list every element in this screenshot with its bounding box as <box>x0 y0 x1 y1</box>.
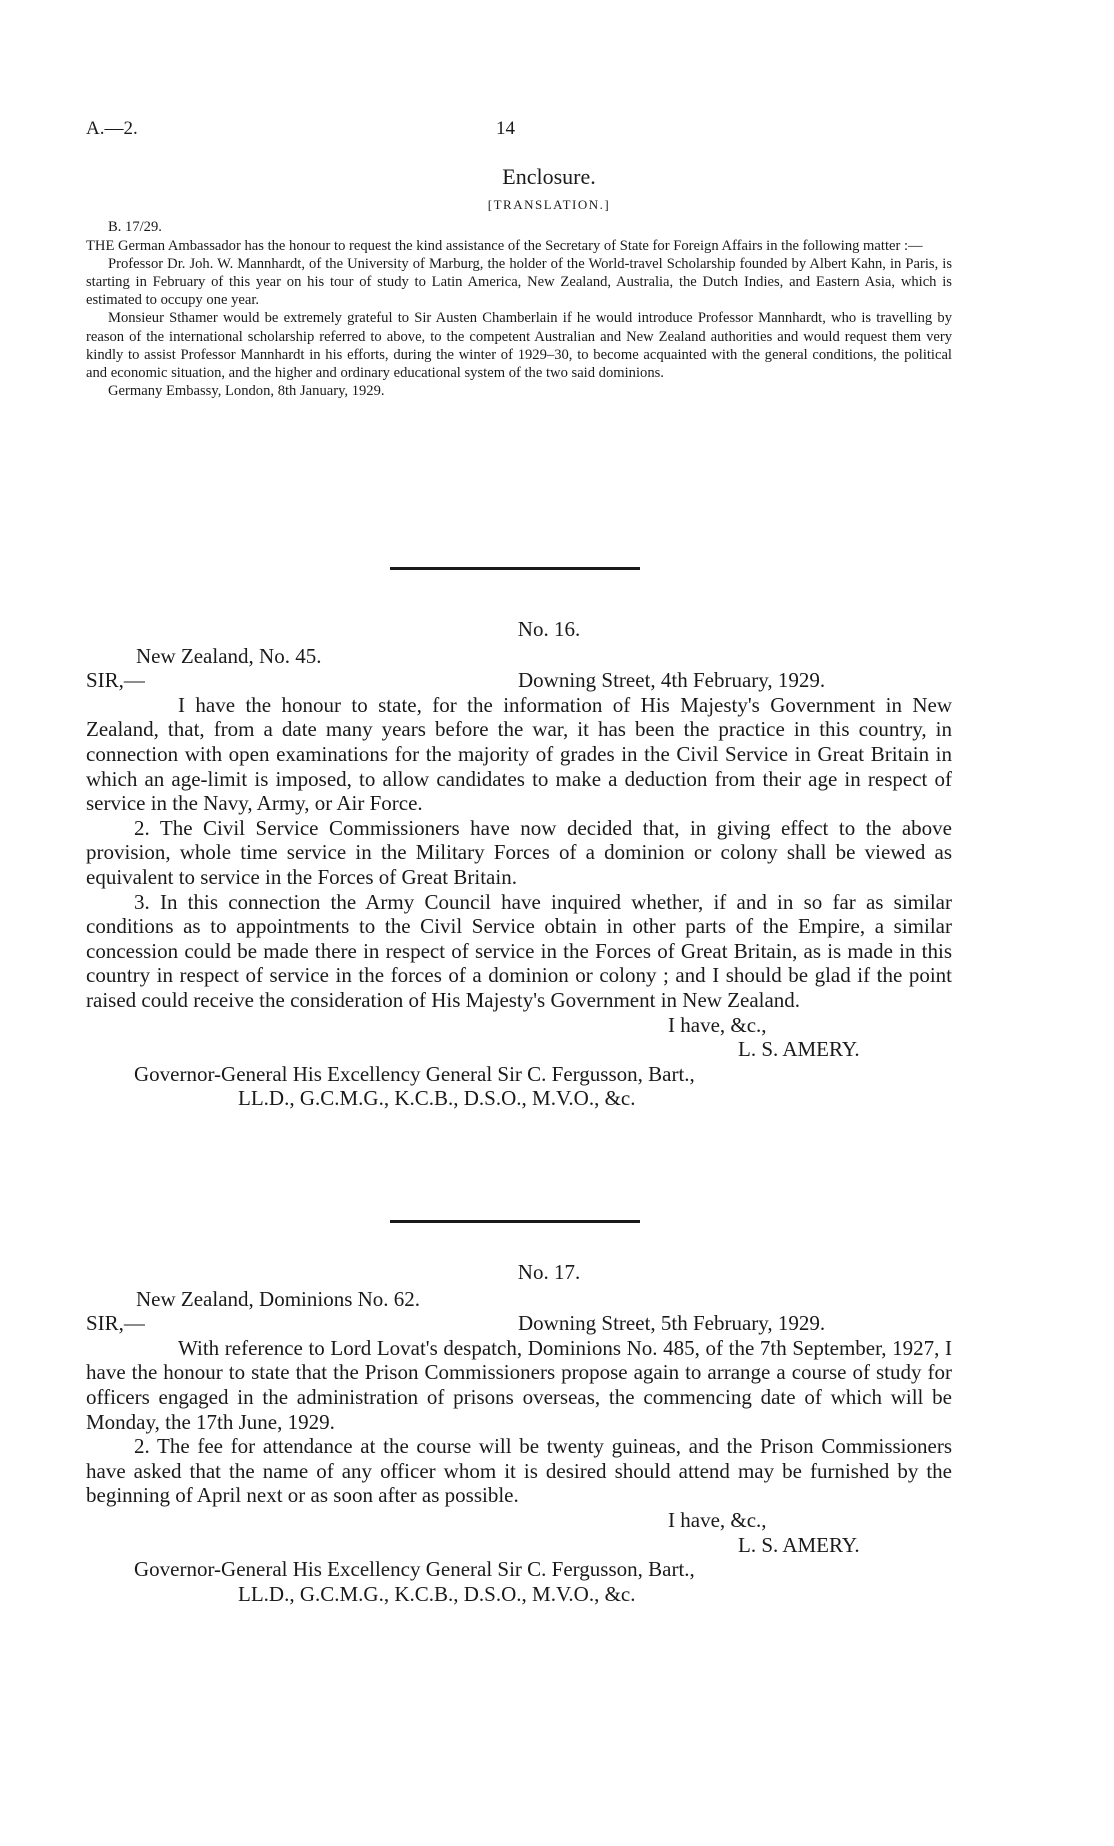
letter-addressee-titles: LL.D., G.C.M.G., K.C.B., D.S.O., M.V.O., &c. <box>238 1581 636 1606</box>
enclosure-paragraph: THE German Ambassador has the honour to request the kind assistance of the Secretary of State for Foreign Affairs in the following matter :— <box>86 237 923 254</box>
letter-destination: New Zealand, Dominions No. 62. <box>136 1286 421 1311</box>
page-reference: A.—2. <box>86 118 138 139</box>
letter-destination: New Zealand, No. 45. <box>136 643 322 668</box>
salutation-row <box>86 668 952 693</box>
letter-addressee-titles: LL.D., G.C.M.G., K.C.B., D.S.O., M.V.O., &c. <box>238 1086 636 1111</box>
letter-paragraph: 2. The fee for attendance at the course will be twenty guineas, and the Prison Commissioners have asked that the name of any officer whom it is desired should attend may be furnished by the beginning of April next or as soon after as possible. <box>86 1434 952 1508</box>
letter-no-16 <box>86 617 952 1111</box>
salutation-row <box>86 1311 952 1336</box>
letter-number: No. 16. <box>517 617 581 641</box>
letter-paragraph: 3. In this connection the Army Council have inquired whether, if and in so far as similar conditions as to appointments to the Civil Service obtain in other parts of the Empire, a similar concession could be made there in respect of service in the Forces of Great Britain, as is made in this country in respect of service in the forces of a dominion or colony ; and I should be glad if the point raised could receive the consideration of His Majesty's Government in New Zealand. <box>86 889 952 1012</box>
page-number: 14 <box>496 118 515 139</box>
enclosure-paragraph: Professor Dr. Joh. W. Mannhardt, of the University of Marburg, the holder of the World-travel Scholarship founded by Albert Kahn, in Paris, is starting in February of this year on his tour of study to Latin America, New Zealand, Australia, the Dutch Indies, and Eastern Asia, which is estimated to occupy one year. <box>86 255 952 309</box>
enclosure-paragraph: Monsieur Sthamer would be extremely grateful to Sir Austen Chamberlain if he would introduce Professor Mannhardt, who is travelling by reason of the international scholarship referred to above, to the competent Australian and New Zealand authorities and would request them very kindly to assist Professor Mannhardt in his efforts, during the winter of 1929–30, to become acquainted with the general conditions, the political and economic situation, and the higher and ordinary educational system of the two said dominions. <box>86 310 952 382</box>
translation-label: [TRANSLATION.] <box>487 197 611 213</box>
enclosure-signoff: Germany Embassy, London, 8th January, 1929. <box>108 383 385 400</box>
letter-paragraph: 2. The Civil Service Commissioners have now decided that, in giving effect to the above provision, whole time service in the Military Forces of a dominion or colony shall be viewed as equivalent to service in the Forces of Great Britain. <box>86 815 952 889</box>
letter-number: No. 17. <box>517 1260 581 1284</box>
section-divider <box>390 567 640 570</box>
letter-paragraph: With reference to Lord Lovat's despatch, Dominions No. 485, of the 7th September, 1927, I have the honour to state that the Prison Commissioners propose again to arrange a course of study for officers engaged in the administration of prisons overseas, the commencing date of which will be Monday, the 17th June, 1929. <box>86 1335 952 1434</box>
letter-paragraph: I have the honour to state, for the information of His Majesty's Government in New Zealand, that, from a date many years before the war, it has been the practice in this country, in connection with open examinations for the majority of grades in the Civil Service in Great Britain in which an age-limit is imposed, to allow candidates to make a deduction from their age in respect of service in the Navy, Army, or Air Force. <box>86 692 952 816</box>
letter-closing: I have, &c., <box>668 1507 767 1532</box>
letter-addressee: Governor-General His Excellency General Sir C. Fergusson, Bart., <box>134 1061 695 1086</box>
enclosure-reference: B. 17/29. <box>108 219 162 236</box>
letter-salutation: SIR,— <box>86 1311 145 1336</box>
section-divider <box>390 1220 640 1223</box>
letter-no-17 <box>86 1260 952 1606</box>
letter-salutation: SIR,— <box>86 668 145 693</box>
enclosure-section <box>86 164 952 400</box>
letter-place-date: Downing Street, 4th February, 1929. <box>518 668 826 693</box>
letter-addressee: Governor-General His Excellency General Sir C. Fergusson, Bart., <box>134 1557 695 1582</box>
enclosure-title: Enclosure. <box>502 164 596 189</box>
letter-signature: L. S. AMERY. <box>738 1532 860 1557</box>
letter-place-date: Downing Street, 5th February, 1929. <box>518 1311 826 1336</box>
page-header <box>86 118 946 148</box>
letter-closing: I have, &c., <box>668 1012 767 1037</box>
letter-signature: L. S. AMERY. <box>738 1037 860 1062</box>
